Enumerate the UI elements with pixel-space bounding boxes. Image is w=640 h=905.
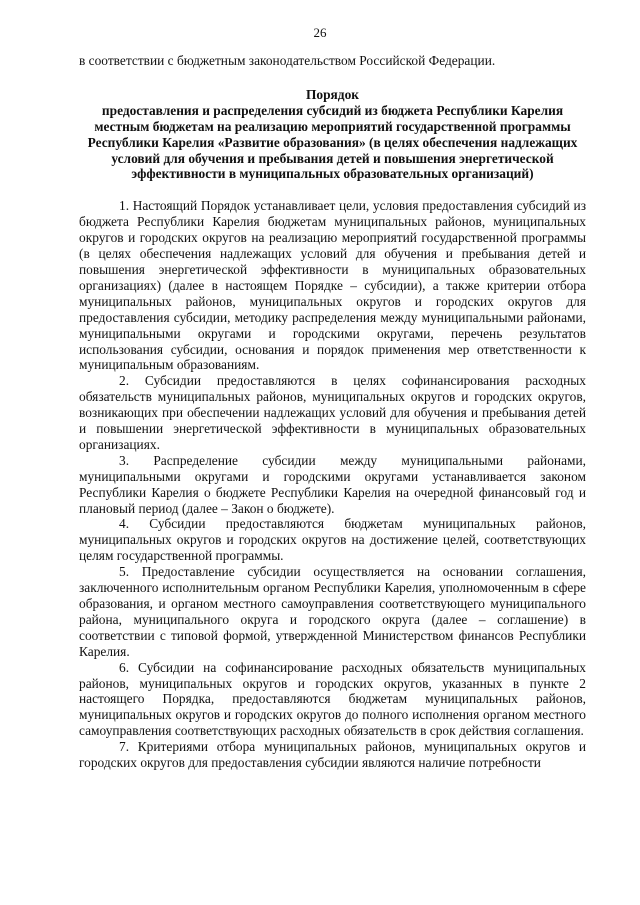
- paragraph-1: 1. Настоящий Порядок устанавливает цели, условия предоставления субсидий из бюджета Республики Карелия бюджетам муниципальных районов, муниципальных округов и городских округов на реализацию мероприятий государственной программы (в целях обеспечения надлежащих условий для обучения и пребывания детей и повышения энергетической эффективности в муниципальных образовательных организациях) (далее в настоящем Порядке – субсидии), а также критерии отбора муниципальных районов, муниципальных округов и городских округов для предоставления субсидии, методику распределения между муниципальными районами, муниципальными округами и городскими округами, перечень результатов использования субсидии, основания и порядок применения мер ответственности к муниципальным образованиям.: [79, 198, 586, 373]
- paragraph-list: [79, 198, 586, 771]
- document-title: [79, 87, 586, 182]
- paragraph-7: 7. Критериями отбора муниципальных районов, муниципальных округов и городских округов для предоставления субсидии являются наличие потребности: [79, 739, 586, 771]
- paragraph-3: 3. Распределение субсидии между муниципальными районами, муниципальными округами и городскими округами устанавливается законом Республики Карелия о бюджете Республики Карелия на очередной финансовый год и плановый период (далее – Закон о бюджете).: [79, 452, 586, 516]
- title-text: предоставления и распределения субсидий из бюджета Республики Карелия местным бюджетам на реализацию мероприятий государственной программы Республики Карелия «Развитие образования» (в целях обеспечения надлежащих условий для обучения и пребывания детей и повышения энергетической эффективности в муниципальных образовательных организаций): [87, 102, 578, 182]
- title-heading: Порядок: [306, 86, 359, 102]
- document-body: [79, 53, 586, 771]
- page-number: 26: [313, 25, 327, 40]
- paragraph-5: 5. Предоставление субсидии осуществляется на основании соглашения, заключенного исполнительным органом Республики Карелия, уполномоченным в сфере образования, и органом местного самоуправления соответствующего муниципального района, муниципального округа и городского округа (далее – соглашение) в соответствии с типовой формой, утвержденной Министерством финансов Республики Карелия.: [79, 564, 586, 659]
- paragraph-2: 2. Субсидии предоставляются в целях софинансирования расходных обязательств муниципальных районов, муниципальных округов и городских округов, возникающих при обеспечении надлежащих условий для обучения и пребывания детей и повышении энергетической эффективности в муниципальных образовательных организациях.: [79, 373, 586, 452]
- intro-line: в соответствии с бюджетным законодательством Российской Федерации.: [79, 53, 496, 68]
- paragraph-6: 6. Субсидии на софинансирование расходных обязательств муниципальных районов, муниципальных округов и городских округов, указанных в пункте 2 настоящего Порядка, предоставляются бюджетам муниципальных районов, муниципальных округов и городских округов до полного исполнения органом местного самоуправления соответствующих расходных обязательств в срок действия соглашения.: [79, 659, 586, 739]
- paragraph-4: 4. Субсидии предоставляются бюджетам муниципальных районов, муниципальных округов и городских округов на достижение целей, соответствующих целям государственной программы.: [79, 516, 586, 564]
